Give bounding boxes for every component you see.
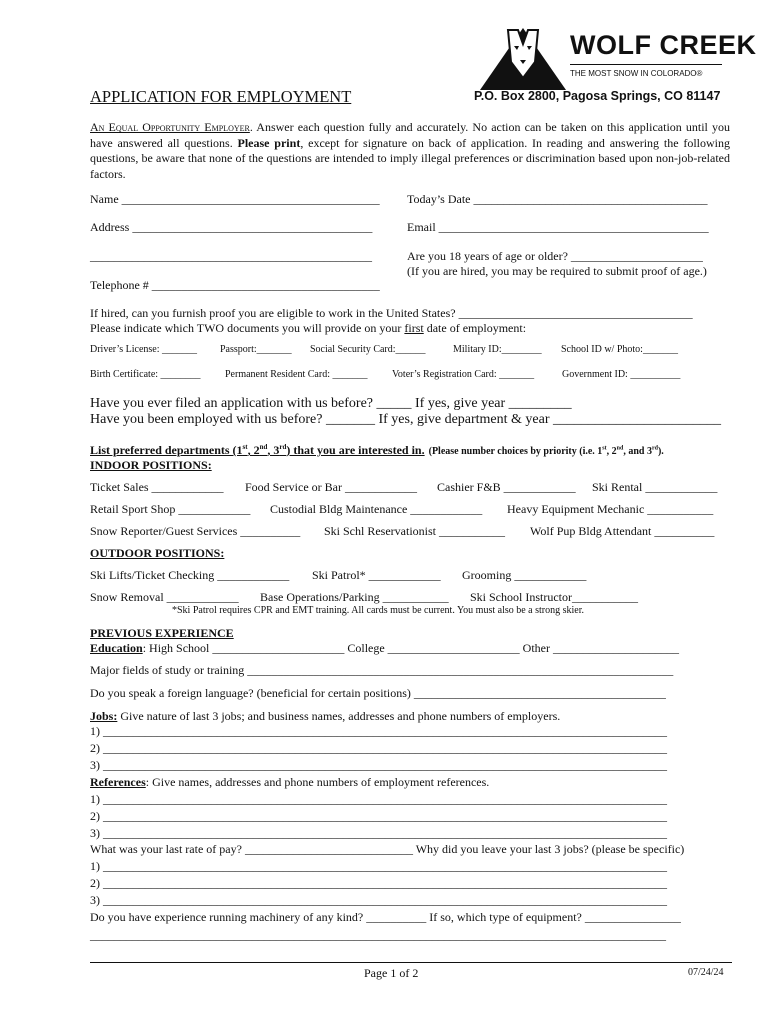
documents-instruction [90, 321, 526, 336]
page-number: Page 1 of 2 [364, 966, 419, 980]
email-field[interactable]: Email _____________________________________________ [407, 220, 709, 234]
reference-line-1[interactable]: 1) ______________________________________________________________________________________________ [90, 792, 667, 806]
footer-rule [90, 962, 732, 963]
brand-name: WOLF CREEK [570, 30, 757, 60]
jobs-label: Jobs: [90, 709, 118, 723]
references-label: References [90, 775, 146, 789]
wolf-creek-logo [478, 22, 757, 92]
reference-line-2[interactable]: 2) ______________________________________________________________________________________________ [90, 809, 667, 823]
intro-text-1: . Answer each question fully and accurately. No action can be taken on this application until you have answered all questions. [90, 120, 730, 150]
language-field[interactable]: Do you speak a foreign language? (beneficial for certain positions) __________________________________________ [90, 686, 666, 700]
job-line-3[interactable]: 3) ______________________________________________________________________________________________ [90, 758, 667, 772]
wolf-icon [478, 22, 568, 92]
ski-patrol-note: *Ski Patrol requires CPR and EMT training. All cards must be current. You must also be a strong skier. [172, 605, 585, 616]
jobs-instruction [90, 709, 560, 724]
documents-pre: Please indicate which TWO documents you will provide on your [90, 321, 405, 335]
pay-question[interactable]: What was your last rate of pay? ____________________________ Why did you leave your last 3 jobs? (please be specific) [90, 842, 685, 856]
leave-line-1[interactable]: 1) ______________________________________________________________________________________________ [90, 859, 667, 873]
intro-text-2: , except for signature on back of application. In reading and answering the following questions, be aware that none of the questions are intended to imply illegal preferences or discrimination based upon non-job-related factors. [90, 135, 730, 181]
pos-cashier-fb[interactable]: Cashier F&B ____________ [437, 480, 576, 494]
machinery-question[interactable]: Do you have experience running machinery of any kind? __________ If so, which type of equipment? ________________ [90, 910, 681, 924]
pos-snow-reporter[interactable]: Snow Reporter/Guest Services __________ [90, 524, 301, 538]
pos-heavy-equipment[interactable]: Heavy Equipment Mechanic ___________ [507, 502, 714, 516]
education-label: Education [90, 641, 143, 655]
company-address: P.O. Box 2800, Pagosa Springs, CO 81147 [474, 89, 721, 103]
departments-heading [90, 441, 664, 459]
eoe-label: An Equal Opportunity Employer [90, 120, 250, 134]
education-fields[interactable]: : High School ______________________ College ______________________ Other _____________________ [142, 641, 680, 655]
doc-school-id[interactable]: School ID w/ Photo:_______ [561, 344, 678, 355]
pos-ski-patrol[interactable]: Ski Patrol* ____________ [312, 568, 441, 582]
telephone-field[interactable]: Telephone # ______________________________________ [90, 278, 380, 292]
departments-heading-text: List preferred departments (1st, 2nd, 3rd) that you are interested in. [90, 443, 425, 457]
doc-voter-registration[interactable]: Voter’s Registration Card: _______ [392, 369, 535, 380]
job-line-1[interactable]: 1) ______________________________________________________________________________________________ [90, 724, 667, 738]
outdoor-positions-title: OUTDOOR POSITIONS: [90, 546, 225, 560]
pos-ticket-sales[interactable]: Ticket Sales ____________ [90, 480, 224, 494]
doc-government-id[interactable]: Government ID: __________ [562, 369, 681, 380]
machinery-line[interactable]: ________________________________________________________________________________________________ [90, 928, 666, 942]
indoor-positions-title: INDOOR POSITIONS: [90, 458, 212, 472]
major-field[interactable]: Major fields of study or training _______________________________________________________________________ [90, 663, 674, 677]
documents-first: first [404, 321, 424, 335]
address-field[interactable]: Address ________________________________________ [90, 220, 373, 234]
name-field[interactable]: Name ___________________________________________ [90, 192, 380, 206]
education-row[interactable] [90, 641, 679, 656]
departments-note: (Please number choices by priority (i.e. 1st, 2nd, and 3rd). [428, 445, 664, 457]
pos-food-service[interactable]: Food Service or Bar ____________ [245, 480, 417, 494]
pos-retail-sport-shop[interactable]: Retail Sport Shop ____________ [90, 502, 251, 516]
pos-snow-removal[interactable]: Snow Removal ____________ [90, 590, 239, 604]
doc-military-id[interactable]: Military ID:________ [453, 344, 542, 355]
pos-ski-school-instructor[interactable]: Ski School Instructor___________ [470, 590, 638, 604]
age-note: (If you are hired, you may be required to submit proof of age.) [407, 264, 707, 278]
doc-permanent-resident[interactable]: Permanent Resident Card: _______ [225, 369, 368, 380]
leave-line-2[interactable]: 2) ______________________________________________________________________________________________ [90, 876, 667, 890]
doc-drivers-license[interactable]: Driver’s License: _______ [90, 344, 198, 355]
doc-social-security[interactable]: Social Security Card:______ [310, 344, 426, 355]
doc-birth-certificate[interactable]: Birth Certificate: ________ [90, 369, 201, 380]
prior-employment-question[interactable]: Have you been employed with us before? _______ If yes, give department & year ________________________ [90, 412, 722, 427]
doc-passport[interactable]: Passport:_______ [220, 344, 292, 355]
brand-divider [570, 64, 722, 65]
page-title: APPLICATION FOR EMPLOYMENT [90, 87, 352, 106]
documents-post: date of employment: [423, 321, 527, 335]
pos-grooming[interactable]: Grooming ____________ [462, 568, 587, 582]
reference-line-3[interactable]: 3) ______________________________________________________________________________________________ [90, 826, 667, 840]
revision-date: 07/24/24 [688, 967, 724, 978]
pos-wolf-pup[interactable]: Wolf Pup Bldg Attendant __________ [530, 524, 715, 538]
leave-line-3[interactable]: 3) ______________________________________________________________________________________________ [90, 893, 667, 907]
today-date-field[interactable]: Today’s Date _______________________________________ [407, 192, 708, 206]
pos-custodial[interactable]: Custodial Bldg Maintenance ____________ [270, 502, 483, 516]
age-question[interactable]: Are you 18 years of age or older? ______________________ [407, 249, 703, 263]
job-line-2[interactable]: 2) ______________________________________________________________________________________________ [90, 741, 667, 755]
eligibility-question[interactable]: If hired, can you furnish proof you are eligible to work in the United States? _______________________________________ [90, 306, 693, 320]
prior-application-question[interactable]: Have you ever filed an application with us before? _____ If yes, give year _________ [90, 396, 572, 411]
brand-tagline: THE MOST SNOW IN COLORADO® [570, 69, 703, 78]
experience-title: PREVIOUS EXPERIENCE [90, 626, 234, 640]
references-instruction [90, 775, 489, 790]
references-text: : Give names, addresses and phone numbers of employment references. [145, 775, 490, 789]
address-line-2[interactable]: _______________________________________________ [90, 249, 372, 263]
pos-ski-rental[interactable]: Ski Rental ____________ [592, 480, 718, 494]
jobs-text: Give nature of last 3 jobs; and business names, addresses and phone numbers of employers. [117, 709, 561, 723]
pos-ski-lifts[interactable]: Ski Lifts/Ticket Checking ____________ [90, 568, 290, 582]
pos-ski-schl-reservationist[interactable]: Ski Schl Reservationist ___________ [324, 524, 505, 538]
intro-paragraph [90, 120, 730, 182]
intro-bold: Please print [237, 135, 301, 150]
pos-base-operations[interactable]: Base Operations/Parking ___________ [260, 590, 449, 604]
